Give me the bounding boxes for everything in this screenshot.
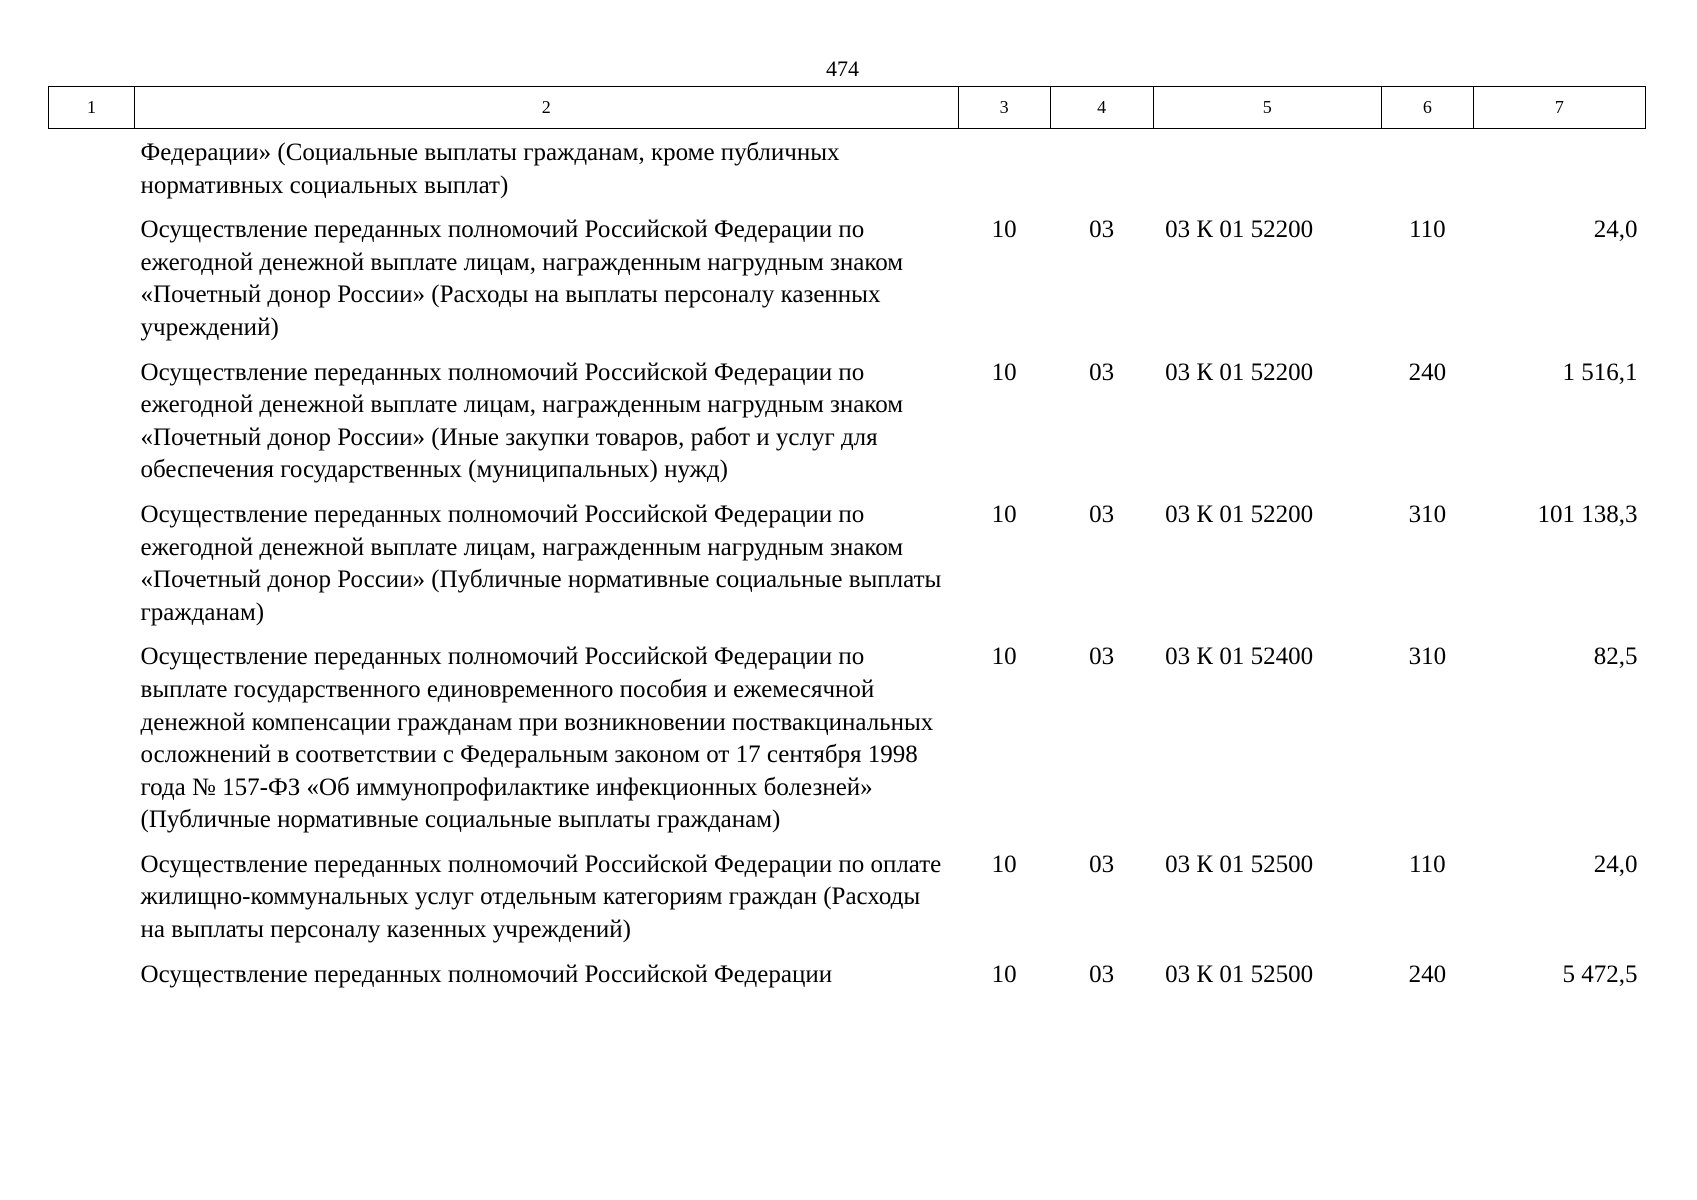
row-amount: 5 472,5 (1562, 960, 1638, 988)
row-subsection: 03 (1089, 500, 1115, 528)
row-section: 10 (991, 216, 1017, 244)
row-amount (1473, 129, 1645, 203)
header-cell-2: 2 (135, 87, 959, 129)
row-amount: 1 516,1 (1562, 358, 1638, 386)
row-amount: 24,0 (1593, 216, 1638, 244)
row-expense-type: 240 (1408, 960, 1447, 988)
header-cell-3: 3 (958, 87, 1050, 129)
table-row (49, 837, 1646, 947)
table-row (49, 202, 1646, 344)
row-number (49, 202, 135, 344)
row-amount: 101 138,3 (1537, 500, 1638, 528)
header-cell-5: 5 (1153, 87, 1381, 129)
row-description: Осуществление переданных полномочий Российской Федерации (140, 960, 833, 988)
row-description: Осуществление переданных полномочий Российской Федерации по ежегодной денежной выплате лицам, награжденным нагрудным знаком «Почетный донор России» (Расходы на выплаты персоналу казенных учреждений) (140, 216, 904, 341)
row-description: Осуществление переданных полномочий Российской Федерации по оплате жилищно-коммунальных услуг отдельным категориям граждан (Расходы на выплаты персоналу казенных учреждений) (140, 850, 942, 944)
row-number (49, 837, 135, 947)
row-section: 10 (991, 960, 1017, 988)
header-cell-1: 1 (49, 87, 135, 129)
row-amount: 82,5 (1593, 643, 1638, 671)
row-section: 10 (991, 500, 1017, 528)
row-expense-type: 310 (1408, 500, 1447, 528)
row-number (49, 947, 135, 992)
row-target-article (1153, 129, 1381, 203)
page-number (0, 56, 1697, 82)
row-subsection: 03 (1089, 216, 1115, 244)
row-description: Осуществление переданных полномочий Российской Федерации по ежегодной денежной выплате лицам, награжденным нагрудным знаком «Почетный донор России» (Публичные нормативные социальные выплаты гражданам) (140, 500, 942, 626)
row-target-article: 03 К 01 52500 (1165, 850, 1314, 878)
row-number (49, 129, 135, 203)
row-target-article: 03 К 01 52400 (1165, 643, 1314, 671)
row-subsection: 03 (1089, 960, 1115, 988)
row-expense-type (1381, 129, 1473, 203)
table-row (49, 129, 1646, 203)
row-expense-type: 110 (1409, 216, 1446, 244)
row-description: Федерации» (Социальные выплаты гражданам, кроме публичных нормативных социальных выплат) (140, 139, 840, 199)
header-cell-6: 6 (1381, 87, 1473, 129)
table-row (49, 345, 1646, 487)
row-subsection: 03 (1089, 358, 1115, 386)
table-row (49, 487, 1646, 629)
row-target-article: 03 К 01 52200 (1165, 500, 1314, 528)
table-row (49, 947, 1646, 992)
row-section: 10 (991, 643, 1017, 671)
header-cell-7: 7 (1473, 87, 1645, 129)
row-section: 10 (991, 358, 1017, 386)
header-cell-4: 4 (1050, 87, 1153, 129)
row-expense-type: 110 (1409, 850, 1446, 878)
row-expense-type: 310 (1408, 643, 1447, 671)
row-subsection: 03 (1089, 643, 1115, 671)
row-target-article: 03 К 01 52200 (1165, 216, 1314, 244)
row-section (958, 129, 1050, 203)
budget-table (48, 86, 1646, 991)
row-description: Осуществление переданных полномочий Российской Федерации по выплате государственного единовременного пособия и ежемесячной денежной компенсации гражданам при возникновении поствакцинальных осложнений в соответствии с Федеральным законом от 17 сентября 1998 года № 157-ФЗ «Об иммунопрофилактике инфекционных болезней» (Публичные нормативные социальные выплаты гражданам) (140, 643, 934, 834)
row-target-article: 03 К 01 52500 (1165, 960, 1314, 988)
row-description: Осуществление переданных полномочий Российской Федерации по ежегодной денежной выплате лицам, награжденным нагрудным знаком «Почетный донор России» (Иные закупки товаров, работ и услуг для обеспечения государственных (муниципальных) нужд) (140, 358, 904, 484)
header-row (49, 87, 1646, 129)
row-amount: 24,0 (1593, 850, 1638, 878)
row-subsection: 03 (1089, 850, 1115, 878)
row-number (49, 487, 135, 629)
row-number (49, 345, 135, 487)
row-section: 10 (991, 850, 1017, 878)
row-subsection (1050, 129, 1153, 203)
row-number (49, 629, 135, 837)
row-target-article: 03 К 01 52200 (1165, 358, 1314, 386)
row-expense-type: 240 (1408, 358, 1447, 386)
table-row (49, 629, 1646, 837)
page-number-text: 474 (826, 56, 859, 81)
